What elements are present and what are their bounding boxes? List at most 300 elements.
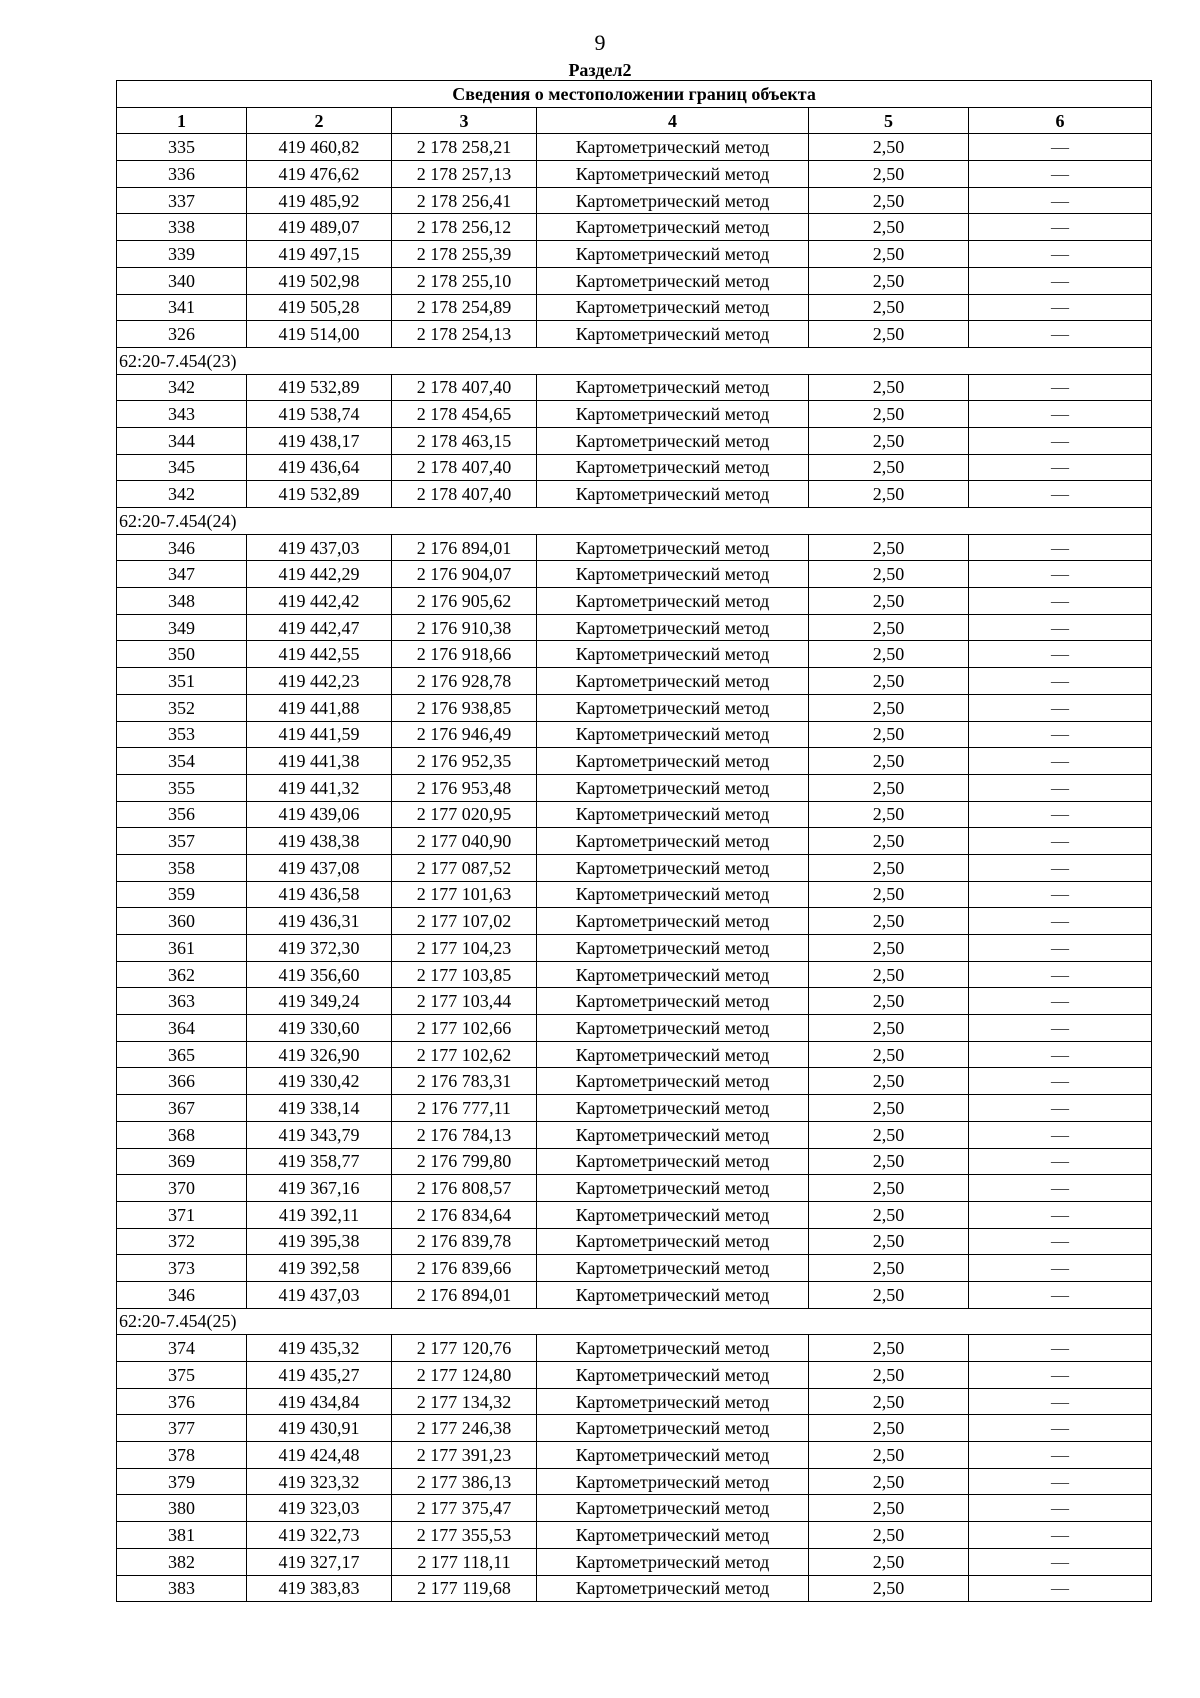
x-coordinate-cell: 419 489,07 (247, 214, 392, 241)
method-cell: Картометрический метод (537, 561, 809, 588)
table-row (117, 1495, 1152, 1522)
method-cell: Картометрический метод (537, 134, 809, 161)
precision-cell: 2,50 (809, 1041, 969, 1068)
precision-cell: 2,50 (809, 1548, 969, 1575)
x-coordinate-cell: 419 436,31 (247, 908, 392, 935)
description-cell: — (969, 961, 1152, 988)
y-coordinate-cell: 2 176 904,07 (392, 561, 537, 588)
point-number-cell: 326 (117, 321, 247, 348)
point-number-cell: 359 (117, 881, 247, 908)
description-cell: — (969, 1068, 1152, 1095)
description-cell: — (969, 561, 1152, 588)
point-number-cell: 353 (117, 721, 247, 748)
table-row (117, 1255, 1152, 1282)
point-number-cell: 361 (117, 935, 247, 962)
x-coordinate-cell: 419 532,89 (247, 374, 392, 401)
group-label: 62:20-7.454(25) (117, 1308, 1152, 1335)
table-row (117, 1415, 1152, 1442)
y-coordinate-cell: 2 177 375,47 (392, 1495, 537, 1522)
x-coordinate-cell: 419 434,84 (247, 1388, 392, 1415)
x-coordinate-cell: 419 437,03 (247, 534, 392, 561)
table-row (117, 1068, 1152, 1095)
table-row (117, 481, 1152, 508)
table-row (117, 1548, 1152, 1575)
description-cell: — (969, 1548, 1152, 1575)
method-cell: Картометрический метод (537, 267, 809, 294)
method-cell: Картометрический метод (537, 1175, 809, 1202)
precision-cell: 2,50 (809, 588, 969, 615)
description-cell: — (969, 1095, 1152, 1122)
y-coordinate-cell: 2 178 258,21 (392, 134, 537, 161)
method-cell: Картометрический метод (537, 1068, 809, 1095)
y-coordinate-cell: 2 178 255,39 (392, 241, 537, 268)
table-row (117, 561, 1152, 588)
table-row (117, 694, 1152, 721)
method-cell: Картометрический метод (537, 1548, 809, 1575)
table-row (117, 1015, 1152, 1042)
x-coordinate-cell: 419 435,32 (247, 1335, 392, 1362)
precision-cell: 2,50 (809, 668, 969, 695)
method-cell: Картометрический метод (537, 881, 809, 908)
y-coordinate-cell: 2 176 905,62 (392, 588, 537, 615)
y-coordinate-cell: 2 177 020,95 (392, 801, 537, 828)
description-cell: — (969, 774, 1152, 801)
x-coordinate-cell: 419 430,91 (247, 1415, 392, 1442)
point-number-cell: 371 (117, 1201, 247, 1228)
column-header-4: 4 (537, 107, 809, 134)
x-coordinate-cell: 419 441,59 (247, 721, 392, 748)
description-cell: — (969, 1015, 1152, 1042)
table-row (117, 1522, 1152, 1549)
y-coordinate-cell: 2 177 107,02 (392, 908, 537, 935)
description-cell: — (969, 854, 1152, 881)
group-label: 62:20-7.454(23) (117, 347, 1152, 374)
point-number-cell: 336 (117, 161, 247, 188)
precision-cell: 2,50 (809, 561, 969, 588)
description-cell: — (969, 1201, 1152, 1228)
precision-cell: 2,50 (809, 1175, 969, 1202)
boundary-coordinates-table (116, 80, 1152, 1602)
precision-cell: 2,50 (809, 134, 969, 161)
table-row (117, 294, 1152, 321)
description-cell: — (969, 1388, 1152, 1415)
x-coordinate-cell: 419 476,62 (247, 161, 392, 188)
precision-cell: 2,50 (809, 1522, 969, 1549)
description-cell: — (969, 1335, 1152, 1362)
precision-cell: 2,50 (809, 294, 969, 321)
y-coordinate-cell: 2 176 952,35 (392, 748, 537, 775)
y-coordinate-cell: 2 176 894,01 (392, 534, 537, 561)
precision-cell: 2,50 (809, 774, 969, 801)
point-number-cell: 362 (117, 961, 247, 988)
method-cell: Картометрический метод (537, 668, 809, 695)
table-row (117, 988, 1152, 1015)
description-cell: — (969, 294, 1152, 321)
precision-cell: 2,50 (809, 267, 969, 294)
description-cell: — (969, 321, 1152, 348)
precision-cell: 2,50 (809, 641, 969, 668)
precision-cell: 2,50 (809, 881, 969, 908)
x-coordinate-cell: 419 322,73 (247, 1522, 392, 1549)
method-cell: Картометрический метод (537, 161, 809, 188)
y-coordinate-cell: 2 176 839,66 (392, 1255, 537, 1282)
point-number-cell: 360 (117, 908, 247, 935)
y-coordinate-cell: 2 178 256,41 (392, 187, 537, 214)
description-cell: — (969, 481, 1152, 508)
point-number-cell: 377 (117, 1415, 247, 1442)
precision-cell: 2,50 (809, 801, 969, 828)
table-row (117, 935, 1152, 962)
y-coordinate-cell: 2 177 355,53 (392, 1522, 537, 1549)
method-cell: Картометрический метод (537, 828, 809, 855)
method-cell: Картометрический метод (537, 1148, 809, 1175)
point-number-cell: 346 (117, 1281, 247, 1308)
y-coordinate-cell: 2 176 839,78 (392, 1228, 537, 1255)
y-coordinate-cell: 2 176 918,66 (392, 641, 537, 668)
table-header-row (117, 107, 1152, 134)
point-number-cell: 368 (117, 1121, 247, 1148)
y-coordinate-cell: 2 178 256,12 (392, 214, 537, 241)
y-coordinate-cell: 2 176 910,38 (392, 614, 537, 641)
point-number-cell: 355 (117, 774, 247, 801)
y-coordinate-cell: 2 177 124,80 (392, 1362, 537, 1389)
point-number-cell: 345 (117, 454, 247, 481)
x-coordinate-cell: 419 343,79 (247, 1121, 392, 1148)
point-number-cell: 358 (117, 854, 247, 881)
table-row (117, 1095, 1152, 1122)
point-number-cell: 350 (117, 641, 247, 668)
table-row (117, 1442, 1152, 1469)
table-row (117, 881, 1152, 908)
y-coordinate-cell: 2 176 808,57 (392, 1175, 537, 1202)
description-cell: — (969, 241, 1152, 268)
table-row (117, 854, 1152, 881)
description-cell: — (969, 908, 1152, 935)
table-row (117, 1228, 1152, 1255)
precision-cell: 2,50 (809, 214, 969, 241)
x-coordinate-cell: 419 497,15 (247, 241, 392, 268)
precision-cell: 2,50 (809, 1015, 969, 1042)
point-number-cell: 365 (117, 1041, 247, 1068)
description-cell: — (969, 721, 1152, 748)
section-title: Раздел2 (568, 60, 632, 80)
table-row (117, 1335, 1152, 1362)
table-row (117, 1388, 1152, 1415)
table-row (117, 1281, 1152, 1308)
precision-cell: 2,50 (809, 1281, 969, 1308)
x-coordinate-cell: 419 424,48 (247, 1442, 392, 1469)
precision-cell: 2,50 (809, 374, 969, 401)
y-coordinate-cell: 2 176 946,49 (392, 721, 537, 748)
description-cell: — (969, 214, 1152, 241)
point-number-cell: 347 (117, 561, 247, 588)
method-cell: Картометрический метод (537, 1255, 809, 1282)
x-coordinate-cell: 419 330,42 (247, 1068, 392, 1095)
point-number-cell: 354 (117, 748, 247, 775)
y-coordinate-cell: 2 176 783,31 (392, 1068, 537, 1095)
table-row (117, 534, 1152, 561)
precision-cell: 2,50 (809, 241, 969, 268)
point-number-cell: 337 (117, 187, 247, 214)
precision-cell: 2,50 (809, 534, 969, 561)
method-cell: Картометрический метод (537, 241, 809, 268)
method-cell: Картометрический метод (537, 1442, 809, 1469)
method-cell: Картометрический метод (537, 1015, 809, 1042)
table-title-row (117, 81, 1152, 108)
description-cell: — (969, 1415, 1152, 1442)
x-coordinate-cell: 419 442,23 (247, 668, 392, 695)
description-cell: — (969, 1121, 1152, 1148)
point-number-cell: 383 (117, 1575, 247, 1602)
method-cell: Картометрический метод (537, 534, 809, 561)
precision-cell: 2,50 (809, 694, 969, 721)
point-number-cell: 378 (117, 1442, 247, 1469)
precision-cell: 2,50 (809, 1388, 969, 1415)
method-cell: Картометрический метод (537, 401, 809, 428)
y-coordinate-cell: 2 178 407,40 (392, 454, 537, 481)
y-coordinate-cell: 2 177 103,44 (392, 988, 537, 1015)
table-row (117, 401, 1152, 428)
precision-cell: 2,50 (809, 1362, 969, 1389)
y-coordinate-cell: 2 177 101,63 (392, 881, 537, 908)
x-coordinate-cell: 419 392,11 (247, 1201, 392, 1228)
precision-cell: 2,50 (809, 1201, 969, 1228)
description-cell: — (969, 668, 1152, 695)
x-coordinate-cell: 419 356,60 (247, 961, 392, 988)
group-label: 62:20-7.454(24) (117, 508, 1152, 535)
column-header-2: 2 (247, 107, 392, 134)
table-row (117, 908, 1152, 935)
table-row (117, 454, 1152, 481)
x-coordinate-cell: 419 435,27 (247, 1362, 392, 1389)
x-coordinate-cell: 419 395,38 (247, 1228, 392, 1255)
method-cell: Картометрический метод (537, 1388, 809, 1415)
description-cell: — (969, 1255, 1152, 1282)
page-number: 9 (594, 30, 606, 55)
group-header-row (117, 508, 1152, 535)
table-row (117, 1175, 1152, 1202)
method-cell: Картометрический метод (537, 1201, 809, 1228)
table-row (117, 1468, 1152, 1495)
description-cell: — (969, 401, 1152, 428)
x-coordinate-cell: 419 441,88 (247, 694, 392, 721)
description-cell: — (969, 1522, 1152, 1549)
precision-cell: 2,50 (809, 988, 969, 1015)
description-cell: — (969, 988, 1152, 1015)
x-coordinate-cell: 419 392,58 (247, 1255, 392, 1282)
table-row (117, 1362, 1152, 1389)
x-coordinate-cell: 419 323,03 (247, 1495, 392, 1522)
table-row (117, 721, 1152, 748)
point-number-cell: 369 (117, 1148, 247, 1175)
method-cell: Картометрический метод (537, 961, 809, 988)
precision-cell: 2,50 (809, 187, 969, 214)
y-coordinate-cell: 2 177 102,62 (392, 1041, 537, 1068)
description-cell: — (969, 374, 1152, 401)
description-cell: — (969, 187, 1152, 214)
description-cell: — (969, 134, 1152, 161)
x-coordinate-cell: 419 532,89 (247, 481, 392, 508)
group-header-row (117, 1308, 1152, 1335)
point-number-cell: 341 (117, 294, 247, 321)
column-header-5: 5 (809, 107, 969, 134)
y-coordinate-cell: 2 176 938,85 (392, 694, 537, 721)
x-coordinate-cell: 419 442,42 (247, 588, 392, 615)
x-coordinate-cell: 419 442,55 (247, 641, 392, 668)
description-cell: — (969, 1148, 1152, 1175)
description-cell: — (969, 1228, 1152, 1255)
x-coordinate-cell: 419 438,17 (247, 427, 392, 454)
column-header-1: 1 (117, 107, 247, 134)
y-coordinate-cell: 2 176 784,13 (392, 1121, 537, 1148)
method-cell: Картометрический метод (537, 427, 809, 454)
precision-cell: 2,50 (809, 1575, 969, 1602)
description-cell: — (969, 828, 1152, 855)
x-coordinate-cell: 419 349,24 (247, 988, 392, 1015)
description-cell: — (969, 748, 1152, 775)
method-cell: Картометрический метод (537, 748, 809, 775)
method-cell: Картометрический метод (537, 1041, 809, 1068)
method-cell: Картометрический метод (537, 588, 809, 615)
x-coordinate-cell: 419 460,82 (247, 134, 392, 161)
method-cell: Картометрический метод (537, 374, 809, 401)
y-coordinate-cell: 2 176 834,64 (392, 1201, 537, 1228)
point-number-cell: 370 (117, 1175, 247, 1202)
y-coordinate-cell: 2 176 894,01 (392, 1281, 537, 1308)
y-coordinate-cell: 2 177 087,52 (392, 854, 537, 881)
x-coordinate-cell: 419 338,14 (247, 1095, 392, 1122)
table-body (117, 134, 1152, 1602)
x-coordinate-cell: 419 358,77 (247, 1148, 392, 1175)
x-coordinate-cell: 419 330,60 (247, 1015, 392, 1042)
method-cell: Картометрический метод (537, 1335, 809, 1362)
description-cell: — (969, 1362, 1152, 1389)
precision-cell: 2,50 (809, 481, 969, 508)
method-cell: Картометрический метод (537, 1522, 809, 1549)
point-number-cell: 379 (117, 1468, 247, 1495)
point-number-cell: 382 (117, 1548, 247, 1575)
table-row (117, 614, 1152, 641)
method-cell: Картометрический метод (537, 721, 809, 748)
y-coordinate-cell: 2 178 254,89 (392, 294, 537, 321)
x-coordinate-cell: 419 372,30 (247, 935, 392, 962)
method-cell: Картометрический метод (537, 1468, 809, 1495)
point-number-cell: 357 (117, 828, 247, 855)
point-number-cell: 356 (117, 801, 247, 828)
point-number-cell: 376 (117, 1388, 247, 1415)
method-cell: Картометрический метод (537, 321, 809, 348)
x-coordinate-cell: 419 442,29 (247, 561, 392, 588)
table-row (117, 1201, 1152, 1228)
x-coordinate-cell: 419 437,03 (247, 1281, 392, 1308)
table-row (117, 267, 1152, 294)
method-cell: Картометрический метод (537, 641, 809, 668)
y-coordinate-cell: 2 177 104,23 (392, 935, 537, 962)
x-coordinate-cell: 419 538,74 (247, 401, 392, 428)
y-coordinate-cell: 2 178 255,10 (392, 267, 537, 294)
point-number-cell: 344 (117, 427, 247, 454)
y-coordinate-cell: 2 177 134,32 (392, 1388, 537, 1415)
precision-cell: 2,50 (809, 721, 969, 748)
table-row (117, 374, 1152, 401)
table-row (117, 1148, 1152, 1175)
point-number-cell: 339 (117, 241, 247, 268)
table-row (117, 214, 1152, 241)
y-coordinate-cell: 2 177 386,13 (392, 1468, 537, 1495)
precision-cell: 2,50 (809, 614, 969, 641)
point-number-cell: 348 (117, 588, 247, 615)
point-number-cell: 343 (117, 401, 247, 428)
description-cell: — (969, 1175, 1152, 1202)
description-cell: — (969, 161, 1152, 188)
precision-cell: 2,50 (809, 1095, 969, 1122)
point-number-cell: 367 (117, 1095, 247, 1122)
point-number-cell: 349 (117, 614, 247, 641)
y-coordinate-cell: 2 176 777,11 (392, 1095, 537, 1122)
precision-cell: 2,50 (809, 1255, 969, 1282)
table-row (117, 748, 1152, 775)
point-number-cell: 380 (117, 1495, 247, 1522)
precision-cell: 2,50 (809, 748, 969, 775)
table-row (117, 668, 1152, 695)
method-cell: Картометрический метод (537, 1121, 809, 1148)
column-header-6: 6 (969, 107, 1152, 134)
description-cell: — (969, 1041, 1152, 1068)
point-number-cell: 363 (117, 988, 247, 1015)
description-cell: — (969, 267, 1152, 294)
method-cell: Картометрический метод (537, 854, 809, 881)
method-cell: Картометрический метод (537, 908, 809, 935)
x-coordinate-cell: 419 437,08 (247, 854, 392, 881)
table-row (117, 321, 1152, 348)
x-coordinate-cell: 419 485,92 (247, 187, 392, 214)
description-cell: — (969, 881, 1152, 908)
point-number-cell: 374 (117, 1335, 247, 1362)
method-cell: Картометрический метод (537, 1575, 809, 1602)
method-cell: Картометрический метод (537, 1495, 809, 1522)
point-number-cell: 342 (117, 374, 247, 401)
y-coordinate-cell: 2 177 120,76 (392, 1335, 537, 1362)
x-coordinate-cell: 419 441,32 (247, 774, 392, 801)
method-cell: Картометрический метод (537, 1281, 809, 1308)
table-row (117, 134, 1152, 161)
precision-cell: 2,50 (809, 401, 969, 428)
description-cell: — (969, 614, 1152, 641)
point-number-cell: 338 (117, 214, 247, 241)
y-coordinate-cell: 2 176 953,48 (392, 774, 537, 801)
description-cell: — (969, 641, 1152, 668)
description-cell: — (969, 427, 1152, 454)
method-cell: Картометрический метод (537, 214, 809, 241)
y-coordinate-cell: 2 176 928,78 (392, 668, 537, 695)
x-coordinate-cell: 419 441,38 (247, 748, 392, 775)
table-row (117, 588, 1152, 615)
precision-cell: 2,50 (809, 321, 969, 348)
precision-cell: 2,50 (809, 961, 969, 988)
point-number-cell: 373 (117, 1255, 247, 1282)
method-cell: Картометрический метод (537, 614, 809, 641)
table-row (117, 1121, 1152, 1148)
precision-cell: 2,50 (809, 854, 969, 881)
x-coordinate-cell: 419 327,17 (247, 1548, 392, 1575)
x-coordinate-cell: 419 436,64 (247, 454, 392, 481)
y-coordinate-cell: 2 177 040,90 (392, 828, 537, 855)
precision-cell: 2,50 (809, 161, 969, 188)
precision-cell: 2,50 (809, 454, 969, 481)
y-coordinate-cell: 2 178 257,13 (392, 161, 537, 188)
method-cell: Картометрический метод (537, 1228, 809, 1255)
method-cell: Картометрический метод (537, 694, 809, 721)
